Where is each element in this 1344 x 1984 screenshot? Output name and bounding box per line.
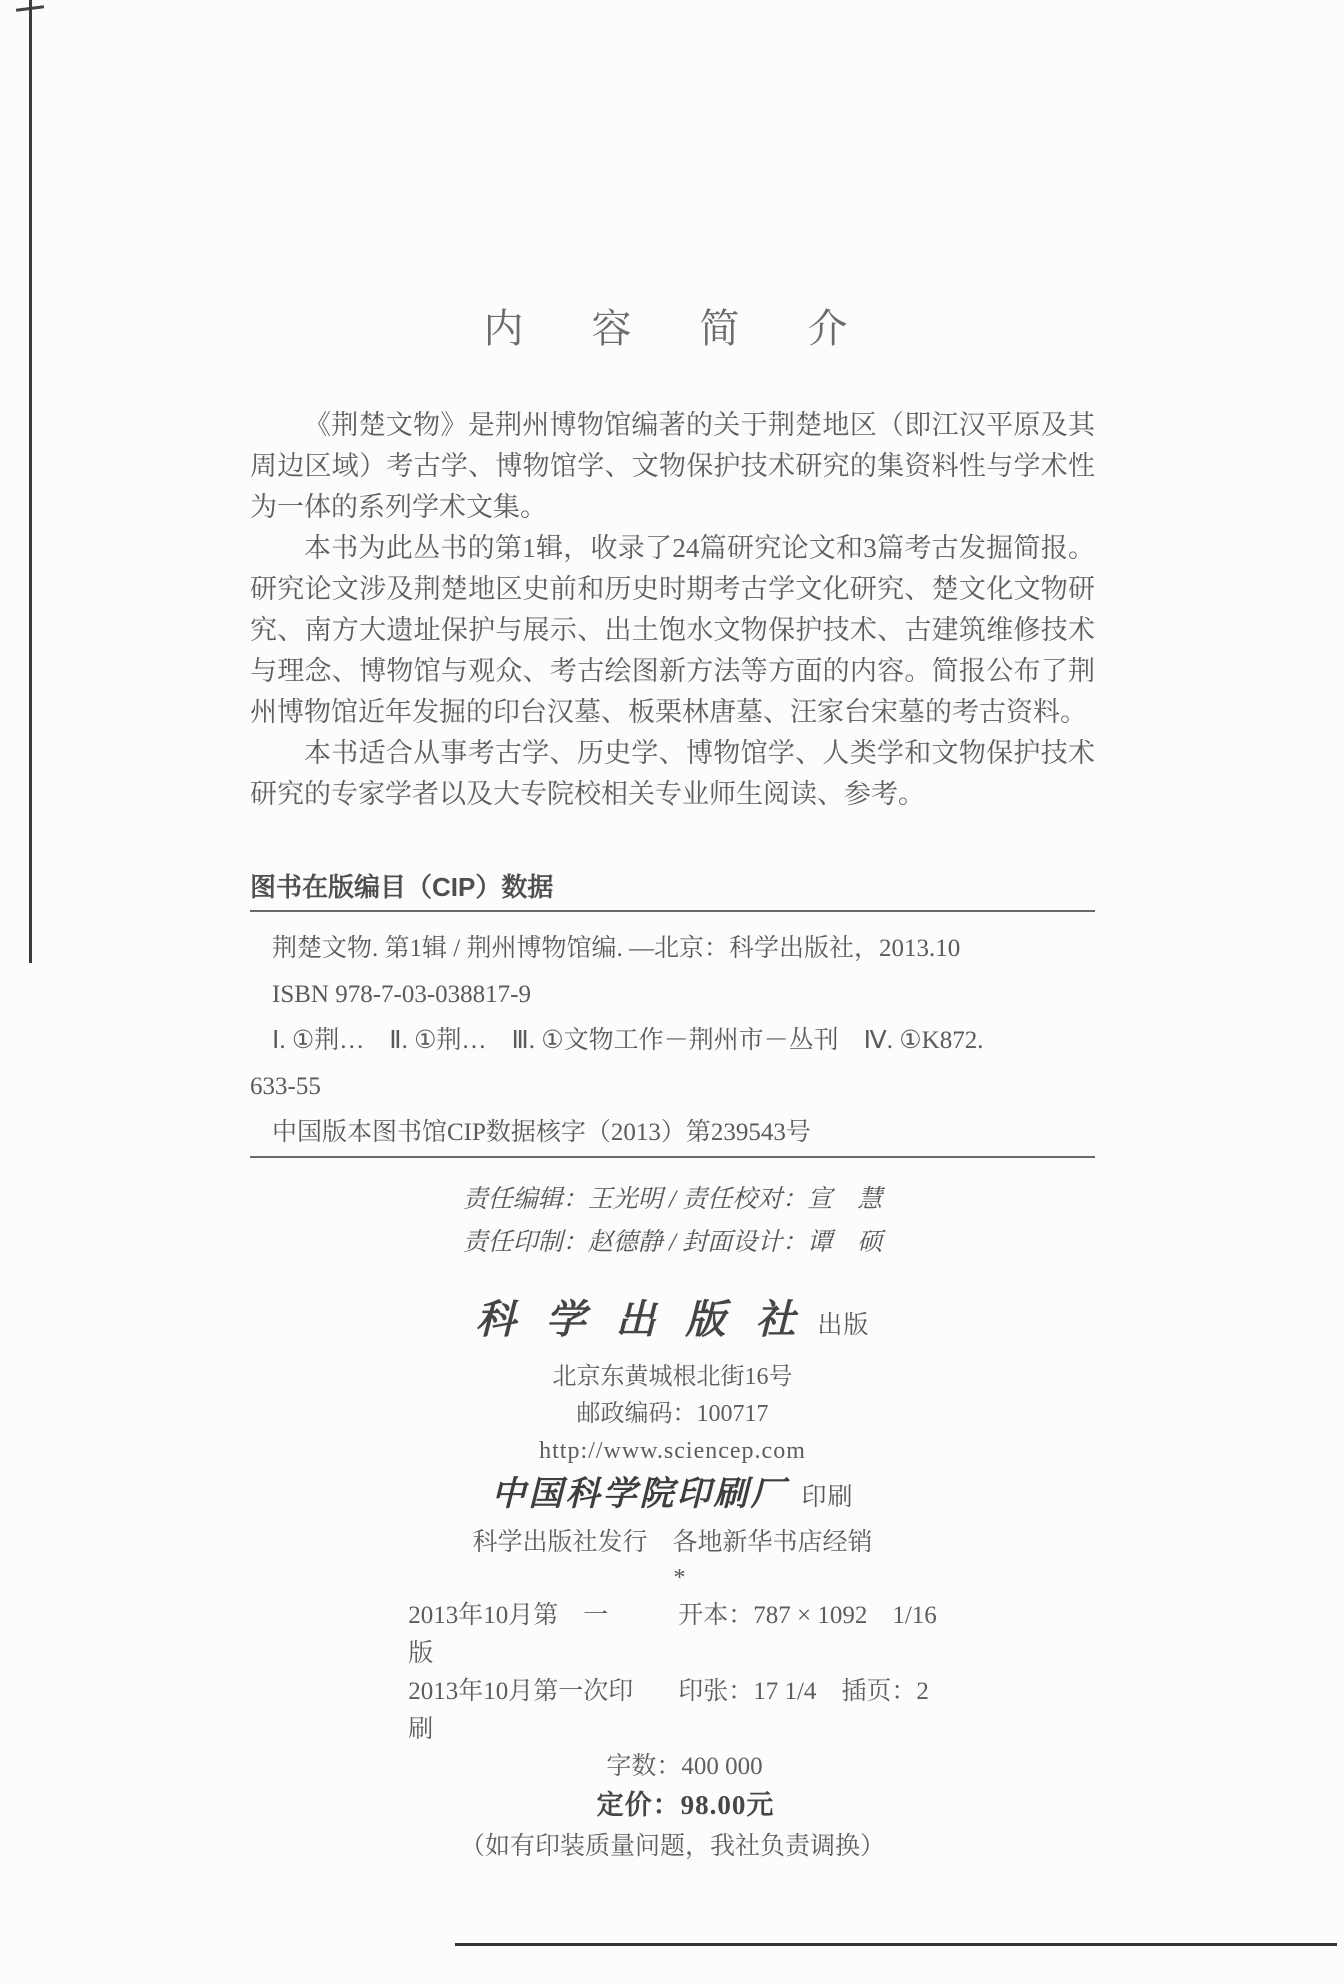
scan-edge-left: [29, 0, 32, 963]
edition-date: 2013年10月第 一 版: [408, 1602, 634, 1667]
publisher-name-line: [250, 1296, 1095, 1353]
edition-grid: [408, 1597, 937, 1749]
cip-isbn: ISBN 978-7-03-038817-9: [272, 981, 532, 1008]
credits-editors-line: 责任编辑：王光明 / 责任校对：宣 慧: [462, 1186, 883, 1213]
printing-date: 2013年10月第一次印刷: [408, 1678, 634, 1743]
intro-paragraph-1: 《荆楚文物》是荆州博物馆编著的关于荆楚地区（即江汉平原及其周边区域）考古学、博物馆学、文物保护技术研究的集资料性与学术性为一体的系列学术文集。: [250, 410, 1095, 522]
distribution-line: 科学出版社发行 各地新华书店经销: [472, 1529, 873, 1556]
price-line: 定价：98.00元: [596, 1790, 775, 1820]
credits-section: [250, 1178, 1095, 1264]
cip-section: [250, 870, 1095, 1158]
word-count: 字数：400 000: [606, 1753, 763, 1780]
printer-line: [250, 1472, 1095, 1523]
publisher-address: 北京东黄城根北街16号: [552, 1364, 793, 1390]
divider-rule-bottom: [250, 1156, 1095, 1158]
cip-classification-continued: 633-55: [250, 1073, 321, 1100]
sheets-spec: 印张：17 1/4 插页：2: [678, 1678, 929, 1705]
cip-classification: Ⅰ. ①荆… Ⅱ. ①荆… Ⅲ. ①文物工作－荆州市－丛刊 Ⅳ. ①K872.: [272, 1027, 984, 1054]
intro-section: [250, 405, 1095, 815]
separator-asterisk: *: [673, 1565, 686, 1591]
publisher-role-label: 出版: [817, 1312, 870, 1339]
credits-printing-line: 责任印制：赵德静 / 封面设计：谭 硕: [462, 1229, 883, 1256]
publisher-website: http://www.sciencep.com: [539, 1438, 806, 1464]
cip-registration-number: 中国版本图书馆CIP数据核字（2013）第239543号: [272, 1119, 811, 1146]
intro-paragraph-2: 本书为此丛书的第1辑，收录了24篇研究论文和3篇考古发掘简报。研究论文涉及荆楚地区史前和历史时期考古学文化研究、楚文化文物研究、南方大遗址保护与展示、出土饱水文物保护技术、古建筑维修技术与理念、博物馆与观众、考古绘图新方法等方面的内容。简报公布了荆州博物馆近年发掘的印台汉墓、板栗林唐墓、汪家台宋墓的考古资料。: [250, 533, 1095, 727]
publisher-postcode: 邮政编码：100717: [576, 1401, 769, 1427]
publisher-logotype: 科 学 出 版 社: [475, 1296, 804, 1343]
page-content: [250, 0, 1095, 1865]
edition-section: [250, 1597, 1095, 1865]
intro-paragraph-3: 本书适合从事考古学、历史学、博物馆学、人类学和文物保护技术研究的专家学者以及大专院校相关专业师生阅读、参考。: [250, 738, 1095, 809]
cip-body: [250, 926, 1095, 1156]
divider-rule-top: [250, 910, 1095, 912]
cip-header: 图书在版编目（CIP）数据: [250, 872, 554, 902]
printer-role-label: 印刷: [801, 1484, 854, 1511]
page-title: 内 容 简 介: [483, 307, 862, 351]
cip-book-line: 荆楚文物. 第1辑 / 荆州博物馆编. —北京：科学出版社，2013.10: [272, 935, 961, 962]
quality-note: （如有印装质量问题，我社负责调换）: [459, 1833, 885, 1860]
printer-logotype: 中国科学院印刷厂: [491, 1474, 788, 1514]
scan-edge-bottom: [455, 1943, 1337, 1946]
format-spec: 开本：787 × 1092 1/16: [678, 1602, 937, 1629]
publisher-section: [250, 1296, 1095, 1595]
